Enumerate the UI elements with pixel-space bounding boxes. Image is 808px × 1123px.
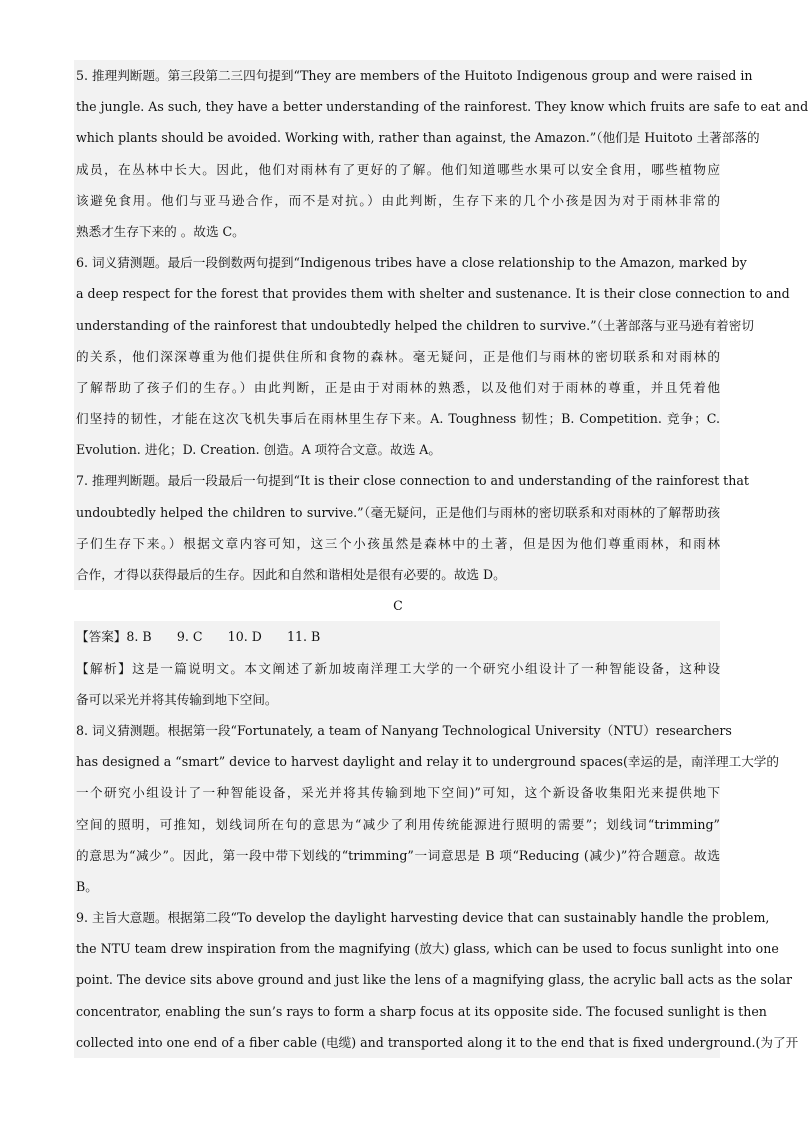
- text-line: 8. 词义猜测题。根据第一段“Fortunately, a team of Nanyang Technological University（NTU）researchers: [74, 715, 720, 746]
- text-line: 5. 推理判断题。第三段第二三四句提到“They are members of the Huitoto Indigenous group and were raised in: [74, 60, 720, 91]
- text-line: 子们生存下来。）根据文章内容可知，这三个小孩虽然是森林中的土著，但是因为他们尊重雨林，和雨林: [74, 528, 720, 559]
- text-line: the NTU team drew inspiration from the magnifying (放大) glass, which can be used to focus sunlight into one: [74, 933, 720, 964]
- text-line: a deep respect for the forest that provides them with shelter and sustenance. It is their close connection to and: [74, 278, 720, 309]
- text-line: B。: [74, 871, 720, 902]
- text-line: 了解帮助了孩子们的生存。）由此判断，正是由于对雨林的熟悉，以及他们对于雨林的尊重，并且凭着他: [74, 372, 720, 403]
- text-line: has designed a “smart” device to harvest daylight and relay it to underground spaces(幸运的是，南洋理工大学的: [74, 746, 720, 777]
- text-line: the jungle. As such, they have a better understanding of the rainforest. They know which fruits are safe to eat and: [74, 91, 720, 122]
- text-line: collected into one end of a fiber cable (电缆) and transported along it to the end that is fixed underground.(为了开: [74, 1027, 720, 1058]
- text-line: 成员，在丛林中长大。因此，他们对雨林有了更好的了解。他们知道哪些水果可以安全食用，哪些植物应: [74, 154, 720, 185]
- text-line: 7. 推理判断题。最后一段最后一句提到“It is their close connection to and understanding of the rainforest that: [74, 465, 720, 496]
- text-line: concentrator, enabling the sun’s rays to form a sharp focus at its opposite side. The focused sunlight is then: [74, 996, 720, 1027]
- text-line: 们坚持的韧性，才能在这次飞机失事后在雨林里生存下来。A. Toughness 韧性；B. Competition. 竞争；C.: [74, 403, 720, 434]
- text-line: 备可以采光并将其传输到地下空间。: [74, 684, 720, 715]
- section-heading: C: [74, 590, 720, 621]
- text-line: 合作，才得以获得最后的生存。因此和自然和谐相处是很有必要的。故选 D。: [74, 559, 720, 590]
- document-body: [74, 60, 808, 1058]
- text-line: 该避免食用。他们与亚马逊合作，而不是对抗。）由此判断，生存下来的几个小孩是因为对于雨林非常的: [74, 185, 720, 216]
- text-line: understanding of the rainforest that undoubtedly helped the children to survive.”（土著部落与亚马逊有着密切: [74, 310, 720, 341]
- text-line: 一个研究小组设计了一种智能设备，采光并将其传输到地下空间)”可知，这个新设备收集阳光来提供地下: [74, 777, 720, 808]
- text-line: 熟悉才生存下来的 。故选 C。: [74, 216, 720, 247]
- text-line: 【解析】这是一篇说明文。本文阐述了新加坡南洋理工大学的一个研究小组设计了一种智能设备，这种设: [74, 653, 720, 684]
- text-line: Evolution. 进化；D. Creation. 创造。A 项符合文意。故选 A。: [74, 434, 720, 465]
- text-line: 【答案】8. B 9. C 10. D 11. B: [74, 621, 720, 652]
- text-line: undoubtedly helped the children to survive.”（毫无疑问，正是他们与雨林的密切联系和对雨林的了解帮助孩: [74, 497, 720, 528]
- text-line: 9. 主旨大意题。根据第二段“To develop the daylight harvesting device that can sustainably handle the problem,: [74, 902, 720, 933]
- text-line: which plants should be avoided. Working with, rather than against, the Amazon.”（他们是 Huitoto 土著部落的: [74, 122, 720, 153]
- text-line: 空间的照明，可推知，划线词所在句的意思为“减少了利用传统能源进行照明的需要”；划线词“trimming”: [74, 809, 720, 840]
- text-line: point. The device sits above ground and just like the lens of a magnifying glass, the acrylic ball acts as the solar: [74, 964, 720, 995]
- text-line: 6. 词义猜测题。最后一段倒数两句提到“Indigenous tribes have a close relationship to the Amazon, marked by: [74, 247, 720, 278]
- text-line: 的意思为“减少”。因此，第一段中带下划线的“trimming”一词意思是 B 项“Reducing (减少)”符合题意。故选: [74, 840, 720, 871]
- text-line: 的关系，他们深深尊重为他们提供住所和食物的森林。毫无疑问，正是他们与雨林的密切联系和对雨林的: [74, 341, 720, 372]
